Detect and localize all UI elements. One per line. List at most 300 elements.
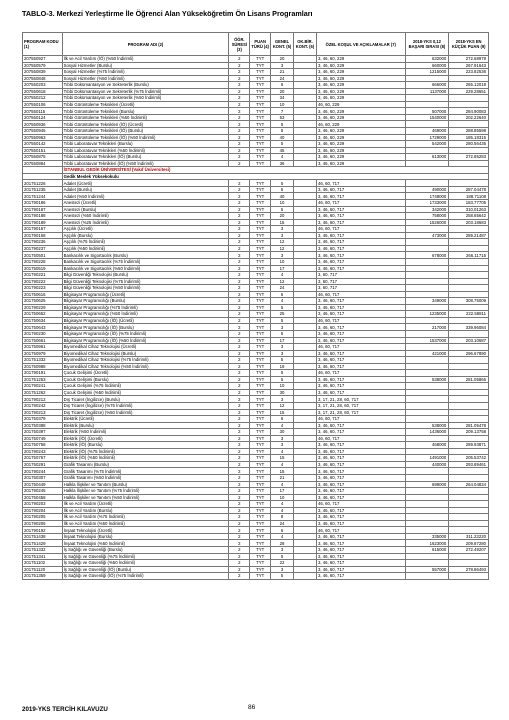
program-code-cell: 207550151 <box>23 147 63 154</box>
min-score-cell: 339.96084 <box>449 324 489 331</box>
program-name-cell: Çocuk Gelişimi (%50 İndirimli) <box>62 389 229 396</box>
conditions-cell: 46, 60, 717 <box>316 527 405 534</box>
score-type-cell: TYT <box>250 180 271 187</box>
program-code-cell: 207550142 <box>23 141 63 148</box>
program-code-cell: 201790243 <box>23 448 63 455</box>
program-code-cell: 207550579 <box>23 62 63 69</box>
program-code-cell: 201790191 <box>23 370 63 377</box>
program-code-cell: 201750449 <box>23 481 63 488</box>
program-name-cell: Halkla İlişkiler ve Tanıtım (%75 İndirimli) <box>62 488 229 495</box>
conditions-cell: 3, 46, 60, 717 <box>316 448 405 455</box>
program-code-cell: 201790168 <box>23 232 63 239</box>
duration-cell: 2 <box>229 330 250 337</box>
duration-cell: 2 <box>229 82 250 89</box>
general-quota-cell: 5 <box>271 330 294 337</box>
program-code-cell: 201750397 <box>23 429 63 436</box>
program-name-cell: Sosyal Hizmetler (%50 İndirimli) <box>62 75 229 82</box>
conditions-cell: 3, 46, 60, 229 <box>316 154 405 161</box>
duration-cell: 2 <box>229 468 250 475</box>
score-type-cell: TYT <box>250 226 271 233</box>
program-code-cell: 201750519 <box>23 265 63 272</box>
general-quota-cell: 15 <box>271 468 294 475</box>
duration-cell: 2 <box>229 265 250 272</box>
general-quota-cell: 5 <box>271 357 294 364</box>
success-rank-cell: 1235000 <box>405 311 449 318</box>
program-code-cell: 201750988 <box>23 363 63 370</box>
program-name-cell: Tıbbi Laboratuvar Teknikleri (İÖ) (%50 İndirimli) <box>62 160 229 167</box>
min-score-cell: 289.93871 <box>449 442 489 449</box>
header-score-type: PUAN TÜRÜ (4) <box>250 33 271 56</box>
conditions-cell: 3, 46, 60, 717 <box>316 540 405 547</box>
conditions-cell: 3, 46, 60, 717 <box>316 573 405 580</box>
conditions-cell: 3, 46, 60, 229 <box>316 75 405 82</box>
success-rank-cell: 1215000 <box>405 69 449 76</box>
conditions-cell: 3, 46, 60, 717 <box>316 258 405 265</box>
duration-cell: 2 <box>229 245 250 252</box>
general-quota-cell: 5 <box>271 128 294 135</box>
duration-cell: 2 <box>229 193 250 200</box>
general-quota-cell: 24 <box>271 520 294 527</box>
conditions-cell: 3, 46, 60, 717 <box>316 507 405 514</box>
conditions-cell: 3, 17, 21, 28, 60, 717 <box>316 396 405 403</box>
general-quota-cell: 10 <box>271 101 294 108</box>
conditions-cell: 3, 60, 717 <box>316 272 405 279</box>
general-quota-cell: 17 <box>271 337 294 344</box>
general-quota-cell: 28 <box>271 540 294 547</box>
conditions-cell: 3, 46, 60, 717 <box>316 461 405 468</box>
success-rank-cell: 632000 <box>405 56 449 63</box>
score-type-cell: TYT <box>250 402 271 409</box>
duration-cell: 2 <box>229 213 250 220</box>
duration-cell: 2 <box>229 272 250 279</box>
general-quota-cell: 45 <box>271 147 294 154</box>
success-rank-cell: 557000 <box>405 566 449 573</box>
min-score-cell: 308.75009 <box>449 298 489 305</box>
program-name-cell: Bilgisayar Programcılığı (%50 İndirimli) <box>62 311 229 318</box>
program-name-cell: Tıbbi Görüntüleme Teknikleri (İÖ) (Burslu) <box>62 128 229 135</box>
program-name-cell: Elektrik (İÖ) (Burslu) <box>62 442 229 449</box>
score-type-cell: TYT <box>250 540 271 547</box>
program-name-cell: İlk ve Acil Yardım (İÖ) (%50 İndirimli) <box>62 56 229 63</box>
program-code-cell: 201790213 <box>23 409 63 416</box>
general-quota-cell: 15 <box>271 455 294 462</box>
success-rank-cell: 469000 <box>405 128 449 135</box>
general-quota-cell: 3 <box>271 566 294 573</box>
program-name-cell: Grafik Tasarımı (%50 İndirimli) <box>62 475 229 482</box>
conditions-cell: 3, 46, 60, 717 <box>316 337 405 344</box>
program-code-cell: 201790189 <box>23 219 63 226</box>
score-type-cell: TYT <box>250 573 271 580</box>
school-quota-cell <box>294 573 317 580</box>
duration-cell: 2 <box>229 475 250 482</box>
success-rank-cell: 1491000 <box>405 455 449 462</box>
score-type-cell: TYT <box>250 285 271 292</box>
general-quota-cell: 53 <box>271 114 294 121</box>
conditions-cell: 3, 46, 60, 229 <box>316 160 405 167</box>
program-name-cell: Biyomedikal Cihaz Teknolojisi (Ücretli) <box>62 344 229 351</box>
min-score-cell: 281.05478 <box>449 422 489 429</box>
general-quota-cell: 10 <box>271 494 294 501</box>
duration-cell: 2 <box>229 533 250 540</box>
conditions-cell: 3, 46, 60, 717 <box>316 213 405 220</box>
min-score-cell: 202.22640 <box>449 114 489 121</box>
program-name-cell: İnşaat Teknolojisi (Ücretli) <box>62 527 229 534</box>
duration-cell: 2 <box>229 108 250 115</box>
success-rank-cell: 538000 <box>405 422 449 429</box>
min-score-cell: 296.67890 <box>449 350 489 357</box>
program-code-cell: 201790212 <box>23 396 63 403</box>
conditions-cell: 3, 46, 60, 229 <box>316 88 405 95</box>
program-name-cell: Biyomedikal Cihaz Teknolojisi (Burslu) <box>62 350 229 357</box>
program-code-cell: 207550106 <box>23 101 63 108</box>
duration-cell: 2 <box>229 317 250 324</box>
program-name-cell: İş Sağlığı ve Güvenliği (Burslu) <box>62 547 229 554</box>
program-code-cell: 207550839 <box>23 69 63 76</box>
program-code-cell: 201790241 <box>23 383 63 390</box>
conditions-cell: 46, 60, 717 <box>316 180 405 187</box>
score-type-cell: TYT <box>250 114 271 121</box>
duration-cell: 2 <box>229 507 250 514</box>
duration-cell: 2 <box>229 344 250 351</box>
conditions-cell: 3, 46, 60, 717 <box>316 520 405 527</box>
conditions-cell: 46, 60, 717 <box>316 317 405 324</box>
score-type-cell: TYT <box>250 468 271 475</box>
duration-cell: 2 <box>229 442 250 449</box>
program-name-cell: Bilgisayar Programcılığı (İÖ) (Burslu) <box>62 324 229 331</box>
program-code-cell: 201790186 <box>23 200 63 207</box>
min-score-cell: 205.53742 <box>449 455 489 462</box>
program-code-cell: 201751120 <box>23 566 63 573</box>
success-rank-cell: 468000 <box>405 442 449 449</box>
general-quota-cell: 5 <box>271 553 294 560</box>
conditions-cell: 3, 46, 60, 717 <box>316 514 405 521</box>
min-score-cell: 203.10687 <box>449 337 489 344</box>
min-score-cell: 222.58811 <box>449 311 489 318</box>
duration-cell: 2 <box>229 278 250 285</box>
min-score-cell: 310.01263 <box>449 206 489 213</box>
university-name: İSTANBUL GEDİK ÜNİVERSİTESİ (Vakıf Üniversitesi) <box>62 167 488 174</box>
success-rank-cell: 1137000 <box>405 88 449 95</box>
general-quota-cell: 12 <box>271 245 294 252</box>
page-number: 86 <box>248 704 256 711</box>
program-name-cell: İlk ve Acil Yardım (%75 İndirimli) <box>62 514 229 521</box>
duration-cell: 2 <box>229 324 250 331</box>
program-code-cell: 201750616 <box>23 291 63 298</box>
program-code-cell: 201751359 <box>23 573 63 580</box>
duration-cell: 2 <box>229 285 250 292</box>
program-name-cell: Bilgi Güvenliği Teknolojisi (%50 İndirimli) <box>62 285 229 292</box>
general-quota-cell: 3 <box>271 226 294 233</box>
program-code-cell: 201750643 <box>23 324 63 331</box>
duration-cell: 2 <box>229 239 250 246</box>
success-rank-cell: 538000 <box>405 376 449 383</box>
score-type-cell: TYT <box>250 186 271 193</box>
score-type-cell: TYT <box>250 533 271 540</box>
score-type-cell: TYT <box>250 566 271 573</box>
conditions-cell: 3, 46, 60, 229 <box>316 141 405 148</box>
general-quota-cell: 22 <box>271 560 294 567</box>
general-quota-cell: 15 <box>271 219 294 226</box>
duration-cell: 2 <box>229 141 250 148</box>
duration-cell: 2 <box>229 376 250 383</box>
conditions-cell: 3, 46, 60, 717 <box>316 245 405 252</box>
min-score-cell: 278.86493 <box>449 566 489 573</box>
conditions-cell: 3, 46, 60, 717 <box>316 442 405 449</box>
program-name-cell: İlk ve Acil Yardım (%50 İndirimli) <box>62 520 229 527</box>
program-name-cell: Sosyal Hizmetler (%75 İndirimli) <box>62 69 229 76</box>
general-quota-cell: 6 <box>271 416 294 423</box>
duration-cell: 2 <box>229 258 250 265</box>
program-code-cell: 207550945 <box>23 128 63 135</box>
program-code-cell: 201751262 <box>23 389 63 396</box>
score-type-cell: TYT <box>250 429 271 436</box>
score-type-cell: TYT <box>250 344 271 351</box>
conditions-cell: 3, 46, 60, 717 <box>316 363 405 370</box>
general-quota-cell: 20 <box>271 213 294 220</box>
general-quota-cell: 3 <box>271 396 294 403</box>
score-type-cell: TYT <box>250 62 271 69</box>
success-rank-cell: 349000 <box>405 298 449 305</box>
general-quota-cell: 17 <box>271 488 294 495</box>
duration-cell: 2 <box>229 186 250 193</box>
score-type-cell: TYT <box>250 272 271 279</box>
min-score-cell: 229.28651 <box>449 88 489 95</box>
min-score-cell: 311.23220 <box>449 533 489 540</box>
score-type-cell: TYT <box>250 363 271 370</box>
general-quota-cell: 34 <box>271 95 294 102</box>
general-quota-cell: 25 <box>271 311 294 318</box>
duration-cell: 2 <box>229 363 250 370</box>
duration-cell: 2 <box>229 566 250 573</box>
program-name-cell: Elektrik (%50 İndirimli) <box>62 429 229 436</box>
duration-cell: 2 <box>229 429 250 436</box>
program-code-cell: 207550115 <box>23 108 63 115</box>
score-type-cell: TYT <box>250 475 271 482</box>
duration-cell: 2 <box>229 527 250 534</box>
score-type-cell: TYT <box>250 527 271 534</box>
program-name-cell: Elektrik (Burslu) <box>62 422 229 429</box>
program-code-cell: 201790244 <box>23 468 63 475</box>
program-code-cell: 207550124 <box>23 114 63 121</box>
duration-cell: 2 <box>229 357 250 364</box>
conditions-cell: 3, 46, 60, 717 <box>316 193 405 200</box>
conditions-cell: 3, 46, 60, 229 <box>316 147 405 154</box>
duration-cell: 2 <box>229 232 250 239</box>
conditions-cell: 3, 46, 60, 717 <box>316 304 405 311</box>
success-rank-cell: 1436000 <box>405 429 449 436</box>
min-score-cell: 183.77705 <box>449 200 489 207</box>
general-quota-cell: 4 <box>271 154 294 161</box>
general-quota-cell: 4 <box>271 481 294 488</box>
min-score-cell: 288.85598 <box>449 128 489 135</box>
min-score-cell: 281.05866 <box>449 376 489 383</box>
duration-cell: 2 <box>229 154 250 161</box>
conditions-cell: 3, 46, 60, 717 <box>316 219 405 226</box>
score-type-cell: TYT <box>250 278 271 285</box>
min-score-cell <box>449 573 489 580</box>
program-code-cell: 201750291 <box>23 461 63 468</box>
min-score-cell: 209.13758 <box>449 429 489 436</box>
conditions-cell: 3, 46, 60, 229 <box>316 95 405 102</box>
general-quota-cell: 40 <box>271 193 294 200</box>
duration-cell: 2 <box>229 206 250 213</box>
program-name-cell: Aşçılık (Burslu) <box>62 232 229 239</box>
program-name-cell: Grafik Tasarımı (Burslu) <box>62 461 229 468</box>
success-rank-cell: 421000 <box>405 350 449 357</box>
program-name-cell: Tıbbi Dokümantasyon ve Sekreterlik (Burslu) <box>62 82 229 89</box>
program-code-cell: 201790228 <box>23 258 63 265</box>
general-quota-cell: 8 <box>271 514 294 521</box>
duration-cell: 2 <box>229 95 250 102</box>
general-quota-cell: 3 <box>271 442 294 449</box>
general-quota-cell: 7 <box>271 108 294 115</box>
program-code-cell: 201750634 <box>23 317 63 324</box>
program-code-cell: 201750501 <box>23 252 63 259</box>
program-code-cell: 201750458 <box>23 494 63 501</box>
program-name-cell: İş Sağlığı ve Güvenliği (İÖ) (Burslu) <box>62 566 229 573</box>
score-type-cell: TYT <box>250 376 271 383</box>
min-score-cell: 293.89461 <box>449 461 489 468</box>
conditions-cell: 3, 46, 60, 717 <box>316 265 405 272</box>
conditions-cell: 46, 60, 717 <box>316 501 405 508</box>
conditions-cell: 3, 46, 60, 717 <box>316 383 405 390</box>
duration-cell: 2 <box>229 422 250 429</box>
success-rank-cell: 473000 <box>405 232 449 239</box>
success-rank-cell: 699000 <box>405 481 449 488</box>
general-quota-cell: 12 <box>271 239 294 246</box>
conditions-cell: 3, 46, 60, 717 <box>316 475 405 482</box>
success-rank-cell: 1729000 <box>405 134 449 141</box>
score-type-cell: TYT <box>250 128 271 135</box>
program-name-cell: Tıbbi Görüntüleme Teknikleri (Burslu) <box>62 108 229 115</box>
duration-cell: 2 <box>229 134 250 141</box>
program-name-cell: Anestezi (%25 İndirimli) <box>62 219 229 226</box>
min-score-cell: 272.85283 <box>449 154 489 161</box>
duration-cell: 2 <box>229 62 250 69</box>
program-name-cell: Çocuk Gelişimi (%75 İndirimli) <box>62 383 229 390</box>
min-score-cell: 223.82536 <box>449 69 489 76</box>
page-title: TABLO-3. Merkezi Yerleştirme İle Öğrenci Alan Yükseköğretim Ön Lisans Programları <box>22 9 313 18</box>
general-quota-cell: 30 <box>271 429 294 436</box>
duration-cell: 2 <box>229 69 250 76</box>
min-score-cell: 264.04834 <box>449 481 489 488</box>
program-name-cell: Çocuk Gelişimi (Ücretli) <box>62 370 229 377</box>
duration-cell: 2 <box>229 147 250 154</box>
duration-cell: 2 <box>229 56 250 63</box>
general-quota-cell: 5 <box>271 573 294 580</box>
program-code-cell: 201751244 <box>23 193 63 200</box>
min-score-cell: 284.90083 <box>449 108 489 115</box>
conditions-cell: 46, 60, 717 <box>316 226 405 233</box>
program-name-cell: Halkla İlişkiler ve Tanıtım (Burslu) <box>62 481 229 488</box>
general-quota-cell: 15 <box>271 409 294 416</box>
program-name-cell: Tıbbi Dokümantasyon ve Sekreterlik (%50 İndirimli) <box>62 95 229 102</box>
score-type-cell: TYT <box>250 435 271 442</box>
score-type-cell: TYT <box>250 265 271 272</box>
duration-cell: 2 <box>229 304 250 311</box>
duration-cell: 2 <box>229 389 250 396</box>
program-code-cell: 201750625 <box>23 298 63 305</box>
program-name-cell: Bilgi Güvenliği Teknolojisi (%75 İndirimli) <box>62 278 229 285</box>
conditions-cell: 3, 46, 60, 717 <box>316 429 405 436</box>
general-quota-cell: 20 <box>271 88 294 95</box>
duration-cell: 2 <box>229 573 250 580</box>
general-quota-cell: 3 <box>271 350 294 357</box>
score-type-cell: TYT <box>250 422 271 429</box>
program-name-cell: Adalet (Burslu) <box>62 186 229 193</box>
general-quota-cell: 10 <box>271 200 294 207</box>
duration-cell: 2 <box>229 560 250 567</box>
general-quota-cell: 24 <box>271 285 294 292</box>
score-type-cell: TYT <box>250 461 271 468</box>
conditions-cell: 3, 60, 717 <box>316 278 405 285</box>
duration-cell: 2 <box>229 540 250 547</box>
program-name-cell: İnşaat Teknolojisi (Burslu) <box>62 533 229 540</box>
duration-cell: 2 <box>229 553 250 560</box>
conditions-cell: 3, 46, 60, 229 <box>316 62 405 69</box>
score-type-cell: TYT <box>250 245 271 252</box>
score-type-cell: TYT <box>250 389 271 396</box>
general-quota-cell: 5 <box>271 376 294 383</box>
program-code-cell: 201750749 <box>23 435 63 442</box>
program-name-cell: Dış Ticaret (İngilizce) (Burslu) <box>62 396 229 403</box>
general-quota-cell: 4 <box>271 507 294 514</box>
duration-cell: 2 <box>229 350 250 357</box>
program-code-cell: 207550963 <box>23 134 63 141</box>
general-quota-cell: 10 <box>271 383 294 390</box>
score-type-cell: TYT <box>250 101 271 108</box>
program-name-cell: Elektrik (Ücretli) <box>62 416 229 423</box>
program-name-cell: Bilgisayar Programcılığı (İÖ) (Ücretli) <box>62 317 229 324</box>
general-quota-cell: 21 <box>271 475 294 482</box>
general-quota-cell: 4 <box>271 448 294 455</box>
program-code-cell: 207550203 <box>23 82 63 89</box>
program-name-cell: Elektrik (İÖ) (Ücretli) <box>62 435 229 442</box>
success-rank-cell: 342000 <box>405 206 449 213</box>
duration-cell: 2 <box>229 481 250 488</box>
score-type-cell: TYT <box>250 455 271 462</box>
conditions-cell: 3, 46, 60, 717 <box>316 547 405 554</box>
program-code-cell: 201750652 <box>23 311 63 318</box>
general-quota-cell: 5 <box>271 180 294 187</box>
conditions-cell: 3, 46, 60, 717 <box>316 324 405 331</box>
program-code-cell: 201751226 <box>23 180 63 187</box>
duration-cell: 2 <box>229 219 250 226</box>
score-type-cell: TYT <box>250 291 271 298</box>
program-name-cell: İş Sağlığı ve Güvenliği (İÖ) (%75 İndirimli) <box>62 573 229 580</box>
program-code-cell: 201790245 <box>23 488 63 495</box>
program-code-cell: 201790229 <box>23 304 63 311</box>
score-type-cell: TYT <box>250 514 271 521</box>
program-name-cell: Bankacılık ve Sigortacılık (%50 İndirimli) <box>62 265 229 272</box>
success-rank-cell <box>405 573 449 580</box>
general-quota-cell: 4 <box>271 272 294 279</box>
score-type-cell: TYT <box>250 56 271 63</box>
program-name-cell: Tıbbi Laboratuvar Teknikleri (Burslu) <box>62 141 229 148</box>
program-code-cell: 201750661 <box>23 337 63 344</box>
score-type-cell: TYT <box>250 258 271 265</box>
conditions-cell: 46, 60, 717 <box>316 344 405 351</box>
duration-cell: 2 <box>229 370 250 377</box>
conditions-cell: 3, 46, 60, 717 <box>316 298 405 305</box>
duration-cell: 2 <box>229 311 250 318</box>
score-type-cell: TYT <box>250 350 271 357</box>
duration-cell: 2 <box>229 200 250 207</box>
general-quota-cell: 5 <box>271 121 294 128</box>
general-quota-cell: 4 <box>271 298 294 305</box>
header-program-code: PROGRAM KODU (1) <box>23 33 63 56</box>
program-code-cell: 201751102 <box>23 560 63 567</box>
